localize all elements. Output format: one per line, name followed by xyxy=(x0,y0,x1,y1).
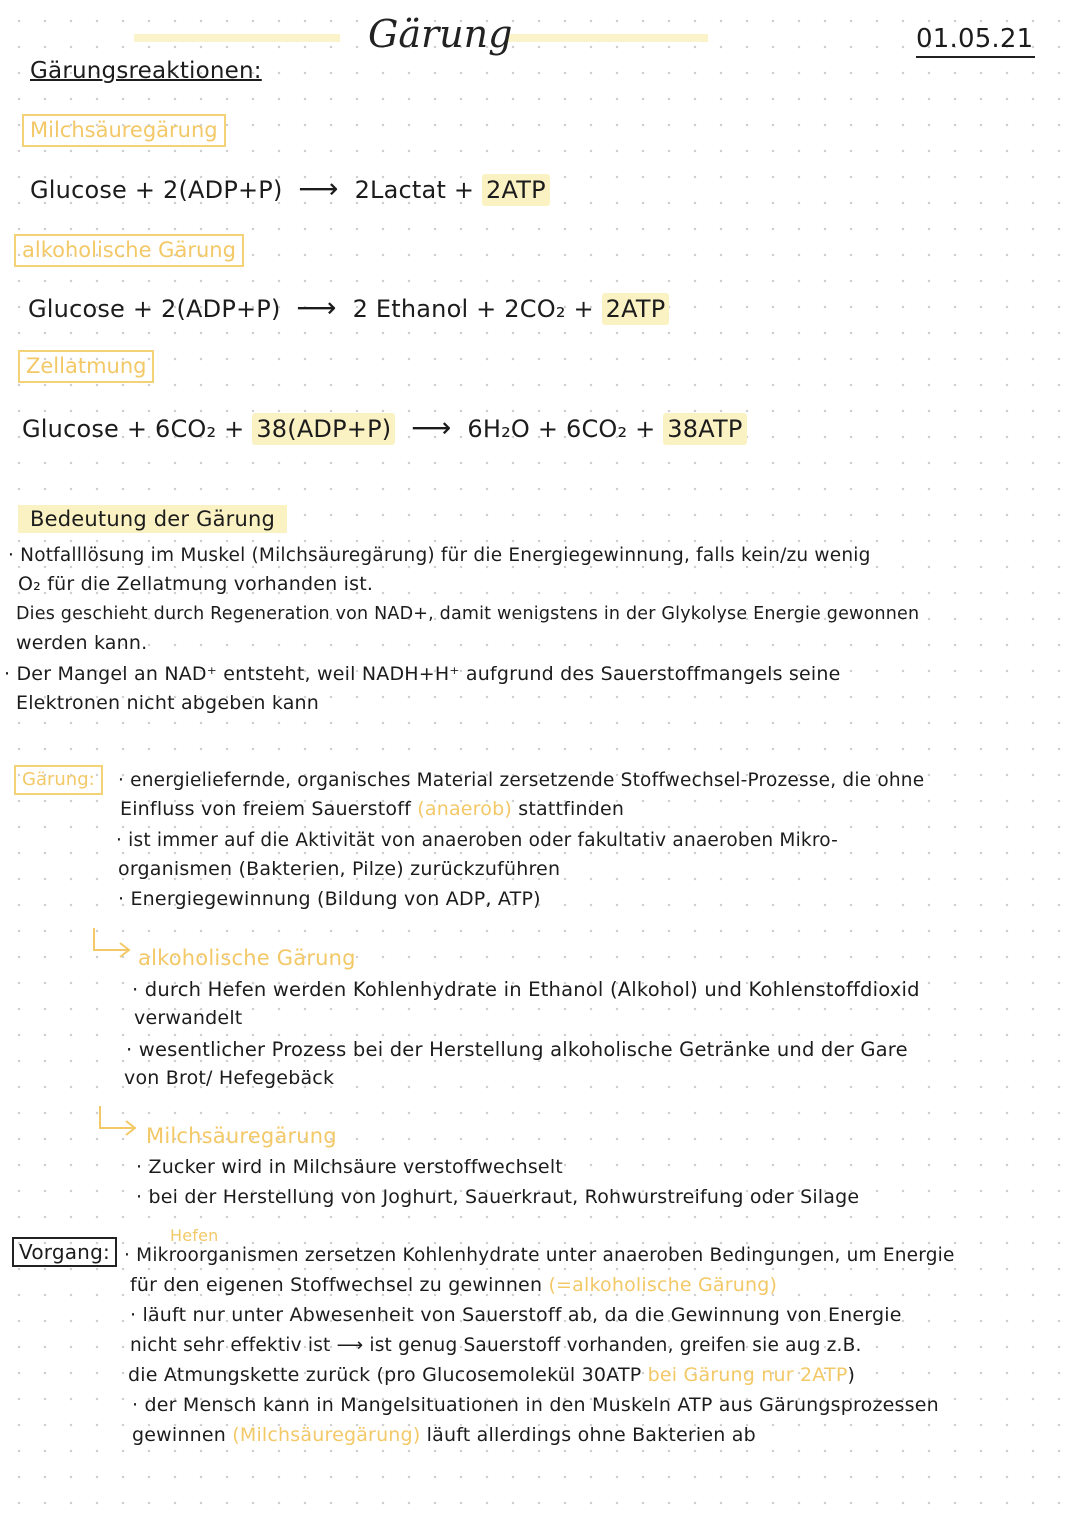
alkoholisch-line-4: von Brot/ Hefegebäck xyxy=(124,1067,335,1089)
alkoholisch-heading: alkoholische Gärung xyxy=(138,946,356,970)
eq-right-highlight: 38ATP xyxy=(663,413,746,445)
bedeutung-line-4: werden kann. xyxy=(16,632,148,654)
eq-right-highlight: 2ATP xyxy=(482,174,550,206)
milchsaeure-line-2: · bei der Herstellung von Joghurt, Sauerkraut, Rohwurstreifung oder Silage xyxy=(136,1186,860,1208)
gaerung-line-2-end: stattfinden xyxy=(511,798,625,820)
gaerung-line-5: · Energiegewinnung (Bildung von ADP, ATP) xyxy=(118,888,541,910)
milchsaeure-note: (Milchsäuregärung) xyxy=(232,1424,421,1446)
vorgang-line-7-end: läuft allerdings ohne Bakterien ab xyxy=(420,1424,756,1446)
bedeutung-heading: Bedeutung der Gärung xyxy=(18,505,287,533)
vorgang-line-4: nicht sehr effektiv ist ⟶ ist genug Sauerstoff vorhanden, greifen sie aug z.B. xyxy=(130,1335,862,1356)
label-gaerung: Gärung: xyxy=(14,765,103,795)
label-vorgang: Vorgang: xyxy=(12,1237,117,1267)
alkoholisch-line-2: verwandelt xyxy=(134,1007,243,1029)
gaerung-line-1: · energieliefernde, organisches Material zersetzende Stoffwechsel-Prozesse, die ohne xyxy=(118,770,925,791)
vorgang-line-5-text: die Atmungskette zurück (pro Glucosemolekül 30ATP xyxy=(128,1364,648,1386)
equation-zellatmung xyxy=(22,411,747,444)
eq-right: 2 Ethanol + 2CO₂ + xyxy=(352,295,602,323)
title-highlight-left xyxy=(134,34,340,42)
equation-milchsaeure xyxy=(30,172,550,205)
eq-arrow: ⟶ xyxy=(296,291,337,324)
page-title: Gärung xyxy=(368,12,513,56)
hefen-note: Hefen xyxy=(170,1226,219,1245)
gaerung-line-2 xyxy=(120,795,624,824)
gaerung-line-3: · ist immer auf die Aktivität von anaeroben oder fakultativ anaeroben Mikro- xyxy=(116,830,838,851)
eq-arrow: ⟶ xyxy=(411,411,452,444)
eq-left: Glucose + 2(ADP+P) xyxy=(30,176,283,204)
reactions-heading: Gärungsreaktionen: xyxy=(30,58,262,84)
bedeutung-line-6: Elektronen nicht abgeben kann xyxy=(16,692,320,714)
bedeutung-line-2: O₂ für die Zellatmung vorhanden ist. xyxy=(18,573,374,595)
eq-right-highlight: 2ATP xyxy=(602,293,670,325)
eq-arrow: ⟶ xyxy=(298,172,339,205)
gaerung-line-4: organismen (Bakterien, Pilze) zurückzuführen xyxy=(118,858,561,880)
vorgang-line-7 xyxy=(132,1421,756,1450)
vorgang-line-5 xyxy=(128,1361,855,1390)
eq-right: 6H₂O + 6CO₂ + xyxy=(467,415,664,443)
gaerung-atp-note: bei Gärung nur 2ATP xyxy=(647,1364,848,1386)
title-highlight-right xyxy=(508,34,708,42)
label-milchsaeuregaerung: Milchsäuregärung xyxy=(22,114,226,147)
alkoholisch-line-1: · durch Hefen werden Kohlenhydrate in Ethanol (Alkohol) und Kohlenstoffdioxid xyxy=(132,978,920,1001)
bedeutung-line-1: · Notfalllösung im Muskel (Milchsäuregärung) für die Energiegewinnung, falls kein/zu wenig xyxy=(8,545,871,566)
eq-left-highlight: 38(ADP+P) xyxy=(252,413,395,445)
vorgang-line-6: · der Mensch kann in Mangelsituationen in den Muskeln ATP aus Gärungsprozessen xyxy=(132,1394,939,1416)
anaerob-note: (anaerob) xyxy=(417,798,512,820)
bedeutung-line-5: · Der Mangel an NAD⁺ entsteht, weil NADH+H⁺ aufgrund des Sauerstoffmangels seine xyxy=(4,663,841,685)
page-date: 01.05.21 xyxy=(916,24,1035,58)
alkoholische-gaerung-note: (=alkoholische Gärung) xyxy=(548,1274,778,1296)
eq-left: Glucose + 2(ADP+P) xyxy=(28,295,281,323)
vorgang-line-1: · Mikroorganismen zersetzen Kohlenhydrate unter anaeroben Bedingungen, um Energie xyxy=(124,1245,955,1266)
vorgang-line-2 xyxy=(130,1271,777,1300)
arrow-alkoholisch-icon xyxy=(90,926,136,962)
eq-left: Glucose + 6CO₂ + xyxy=(22,415,253,443)
vorgang-line-7-text: gewinnen xyxy=(132,1424,233,1446)
eq-right: 2Lactat + xyxy=(354,176,483,204)
gaerung-line-2-text: Einfluss von freiem Sauerstoff xyxy=(120,798,418,820)
vorgang-line-2-text: für den eigenen Stoffwechsel zu gewinnen xyxy=(130,1274,549,1296)
vorgang-line-3: · läuft nur unter Abwesenheit von Sauerstoff ab, da die Gewinnung von Energie xyxy=(130,1304,902,1326)
label-zellatmung: Zellatmung xyxy=(18,350,154,383)
label-alkoholische-gaerung: alkoholische Gärung xyxy=(14,234,244,267)
alkoholisch-line-3: · wesentlicher Prozess bei der Herstellung alkoholische Getränke und der Gare xyxy=(126,1038,908,1061)
arrow-milchsaeure-icon xyxy=(96,1104,142,1140)
equation-alkoholisch xyxy=(28,291,669,324)
bedeutung-line-3: Dies geschieht durch Regeneration von NAD+, damit wenigstens in der Glykolyse Energie gewonnen xyxy=(16,604,920,624)
milchsaeure-line-1: · Zucker wird in Milchsäure verstoffwechselt xyxy=(136,1156,563,1178)
milchsaeure-heading: Milchsäuregärung xyxy=(146,1124,337,1148)
vorgang-line-5-end: ) xyxy=(847,1364,856,1386)
